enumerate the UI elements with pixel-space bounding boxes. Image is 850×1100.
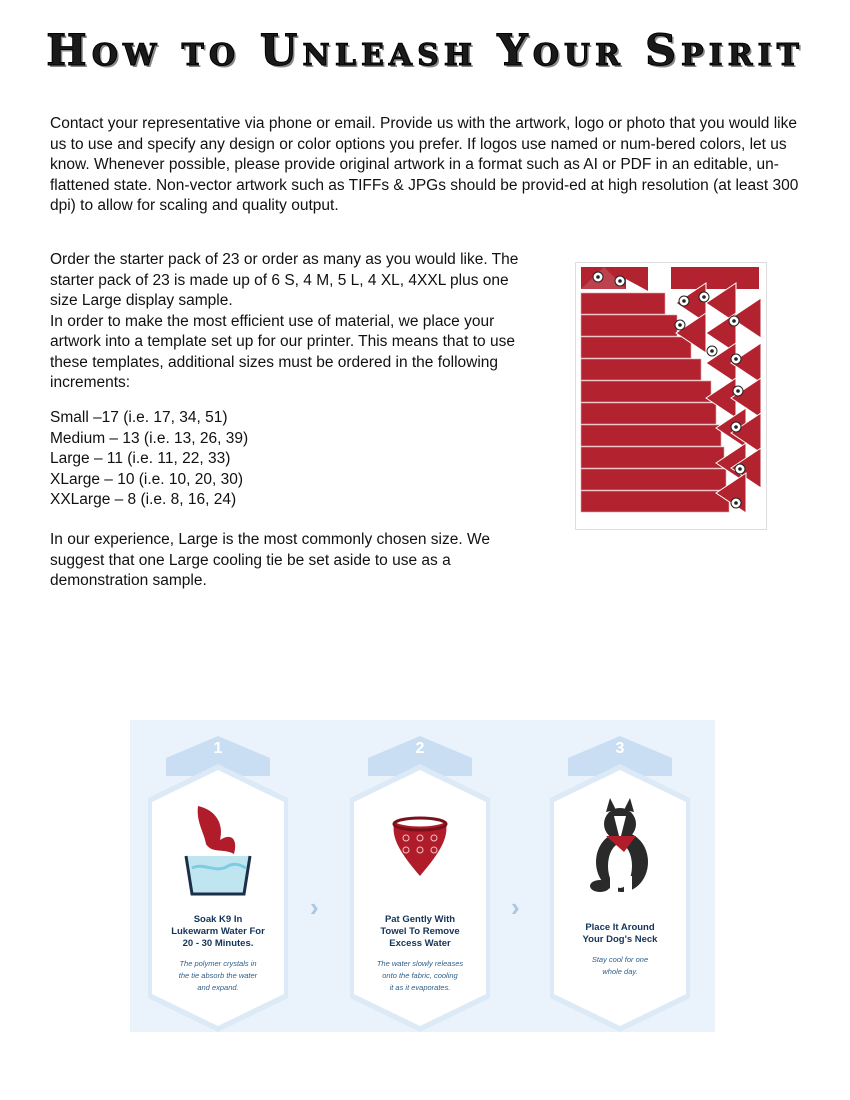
chevron-right-icon: › [310, 892, 319, 922]
print-template-image [575, 262, 767, 530]
instructions-banner [130, 720, 715, 1032]
step-3-card [548, 736, 692, 1032]
step-number: 3 [615, 740, 625, 757]
step-title: Place It Around Your Dog's Neck [582, 922, 658, 945]
page-title: How to Unleash Your Spirit [46, 26, 804, 76]
step-description: The water slowly releases onto the fabric, cooling it as it evaporates. [376, 959, 464, 992]
step-number: 2 [415, 740, 425, 757]
step-1-card [146, 736, 290, 1032]
step-title: Soak K9 In Lukewarm Water For 20 - 30 Minutes. [171, 914, 265, 949]
step-description: Stay cool for one whole day. [591, 955, 649, 976]
step-2-card [348, 736, 492, 1032]
order-paragraph: Order the starter pack of 23 or order as many as you would like. The starter pack of 23 is made up of 6 S, 4 M, 5 L, 4 XL, 4XXL plus one size Large display sample. In order to make the most efficient use of material, we place your artwork into a template set up for our printer. This means that to use these templates, additional sizes must be ordered in the following increments: [50, 251, 519, 391]
step-description: The polymer crystals in the tie absorb the water and expand. [178, 959, 258, 992]
experience-paragraph: In our experience, Large is the most commonly chosen size. We suggest that one Large cooling tie be set aside to use as a demonstration sample. [50, 531, 490, 589]
step-number: 1 [213, 740, 223, 757]
step-title: Pat Gently With Towel To Remove Excess Water [380, 914, 460, 949]
chevron-right-icon: › [511, 892, 520, 922]
contact-paragraph: Contact your representative via phone or email. Provide us with the artwork, logo or photo that you would like us to use and specify any design or color options you prefer. If logos use named or num-bered colors, let us know. Whenever possible, please provide original artwork in a format such as AI or PDF in an editable, un-flattened state. Non-vector artwork such as TIFFs & JPGs should be provid-ed at high resolution (at least 300 dpi) to allow for scaling and quality output. [50, 115, 799, 214]
size-increments-list: Small –17 (i.e. 17, 34, 51) Medium – 13 (i.e. 13, 26, 39) Large – 11 (i.e. 11, 22, 33) XLarge – 10 (i.e. 10, 20, 30) XXLarge – 8 (i.e. 8, 16, 24) [50, 409, 249, 508]
